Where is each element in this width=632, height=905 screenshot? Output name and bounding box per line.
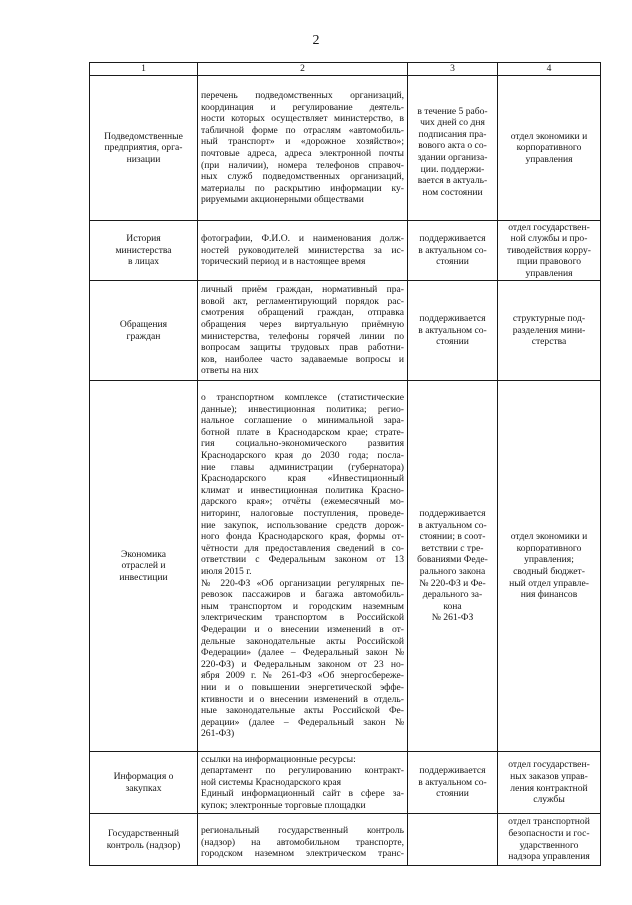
responsible-line: управления: [525, 153, 573, 165]
content-line: ответствии с Федеральным законом от 13: [201, 554, 404, 566]
section-line: Государственный: [107, 827, 180, 839]
content-line: июля 2015 г.: [201, 566, 252, 577]
term-line: вается в актуаль-: [417, 175, 488, 187]
responsible-line: отдел экономики и: [510, 130, 588, 142]
responsible-line: ления контрактной: [510, 782, 588, 794]
content-line: ботной плате в Краснодарском крае; страте-: [201, 426, 404, 438]
page-number: 2: [312, 33, 320, 48]
responsible-line: отдел транспортной: [508, 816, 590, 828]
content-line: материалы по раскрытию информации ку-: [201, 182, 404, 194]
content-line: ные законодательные акты Российской Фе-: [201, 705, 404, 717]
content-line: ниторинг, налоговые поступления, проведе-: [201, 508, 404, 520]
responsible-cell: [498, 814, 601, 866]
content-line: 261-ФЗ): [201, 728, 235, 740]
section-line: предприятия, орга-: [104, 142, 183, 154]
content-cell: [198, 76, 408, 221]
column-header: 4: [498, 63, 601, 76]
content-line: купок; электронные торговые площадки: [201, 799, 366, 811]
content-line: ние закупок, использование средств дорож-: [201, 519, 404, 531]
content-cell: [198, 221, 408, 281]
content-line: 220-ФЗ) и Федеральным законом от 23 но-: [201, 658, 404, 670]
responsible-line: ный отдел управле-: [509, 577, 589, 589]
content-line: вопросам защиты трудовых прав работни-: [201, 342, 404, 354]
section-line: Обращения: [119, 318, 168, 330]
column-header: 3: [408, 63, 498, 76]
responsible-line: отдел экономики и: [510, 531, 588, 543]
section-line: контроль (надзор): [106, 839, 181, 851]
content-line: дарского края»; отчёты (ежемесячный мо-: [201, 496, 404, 508]
term-line: в актуальном со-: [418, 244, 487, 256]
content-line: Федерации» (далее – Федеральный закон №: [201, 647, 404, 659]
responsible-line: службы: [533, 794, 565, 806]
responsible-line: ния финансов: [520, 589, 578, 601]
content-line: нальное соглашение о минимальной зара-: [201, 415, 404, 427]
content-cell: [198, 381, 408, 752]
term-line: дерального за-: [422, 589, 483, 601]
responsible-cell: [498, 221, 601, 281]
responsible-cell: [498, 76, 601, 221]
content-line: региональный государственный контроль: [201, 825, 404, 837]
term-line: чих дней со дня: [420, 117, 485, 129]
term-line: рального закона: [419, 566, 486, 577]
table-row: [90, 281, 601, 381]
content-line: (надзор) на автомобильном транспорте,: [201, 836, 404, 848]
content-line: табличной форме по отраслям «автомобиль-: [201, 124, 404, 136]
content-line: ных служб подведомственных организаций,: [201, 171, 404, 183]
content-line: (при наличии), номера телефонов справоч-: [201, 159, 404, 171]
responsible-line: сводный бюджет-: [513, 566, 585, 577]
table-row: [90, 221, 601, 281]
content-line: ный транспорт» и «дорожное хозяйство»;: [201, 136, 404, 148]
responsible-line: корпоративного: [516, 542, 582, 554]
content-line: торический период и в настоящее время: [201, 256, 366, 268]
section-line: в лицах: [127, 256, 160, 268]
document-table: [89, 62, 601, 866]
section-cell: [90, 76, 198, 221]
term-line: поддерживается: [419, 508, 486, 520]
content-line: городском наземном электрическом транс-: [201, 848, 404, 860]
term-cell: [408, 381, 498, 752]
term-line: № 220-ФЗ и Фе-: [419, 577, 486, 589]
content-line: ности которых осуществляет министерство, в: [201, 113, 404, 125]
table-row: [90, 381, 601, 752]
term-line: бованиями Феде-: [417, 554, 488, 566]
content-line: личный приём граждан, нормативный пра-: [201, 284, 404, 296]
term-cell: [408, 281, 498, 381]
section-line: Информация о: [113, 770, 174, 782]
content-line: данные); инвестиционная политика; регио-: [201, 403, 404, 415]
content-line: климат и инвестиционная политика Красно-: [201, 484, 404, 496]
content-line: Единый информационный сайт в сфере за-: [201, 788, 404, 800]
section-line: отраслей и: [121, 560, 166, 572]
section-line: министерства: [115, 244, 172, 256]
content-line: гия социально-экономического развития: [201, 438, 404, 450]
content-line: ным транспортом и городским наземным: [201, 600, 404, 612]
content-line: ной системы Краснодарского края: [201, 776, 342, 788]
table-header-row: [90, 63, 601, 76]
term-line: поддерживается: [419, 313, 486, 325]
responsible-line: отдел государствен-: [508, 759, 590, 771]
section-line: Экономика: [120, 548, 167, 560]
content-line: Краснодарского края до 2030 года; посла-: [201, 450, 404, 462]
term-line: подписания пра-: [418, 128, 487, 140]
responsible-line: отдел государствен-: [508, 221, 590, 233]
table-row: [90, 752, 601, 814]
responsible-line: управления;: [524, 554, 574, 566]
content-line: почтовые адреса, адреса электронной почты: [201, 148, 404, 159]
section-cell: [90, 281, 198, 381]
content-line: перечень подведомственных организаций,: [201, 90, 404, 102]
content-line: ков, наиболее часто задаваемые вопросы и: [201, 353, 404, 365]
content-cell: [198, 814, 408, 866]
section-line: закупках: [125, 782, 162, 794]
term-line: № 261-ФЗ: [431, 612, 474, 624]
content-line: ревозок пассажиров и багажа автомобиль-: [201, 589, 404, 601]
section-line: История: [126, 233, 161, 245]
content-line: чётности для предоставления сведений в со-: [201, 542, 404, 554]
content-line: нии и о повышении энергетической эффе-: [201, 681, 404, 693]
content-line: ктивности и о внесении изменений в отдель-: [201, 693, 404, 705]
responsible-line: ной службы и про-: [510, 233, 588, 245]
section-cell: [90, 381, 198, 752]
content-line: дельные законодательные акты Российской: [201, 635, 404, 647]
responsible-line: управления: [525, 267, 573, 279]
content-line: смотрения обращений граждан, отправка: [201, 307, 404, 319]
content-line: ссылки на информационные ресурсы:: [201, 753, 356, 765]
term-line: ветствии с тре-: [421, 542, 484, 554]
content-line: Краснодарского края «Инвестиционный: [201, 473, 404, 485]
term-line: ном состоянии: [422, 186, 483, 198]
content-line: Федерации и о внесении изменений в от-: [201, 623, 404, 635]
term-line: стоянии: [436, 788, 469, 800]
term-line: здании организа-: [417, 152, 488, 163]
content-cell: [198, 281, 408, 381]
term-cell: [408, 76, 498, 221]
term-cell: [408, 221, 498, 281]
term-line: стоянии; в соот-: [419, 531, 486, 543]
content-line: ного фонда Краснодарского края, формы от-: [201, 531, 404, 543]
term-line: в актуальном со-: [418, 776, 487, 788]
section-line: низации: [126, 153, 161, 165]
content-cell: [198, 752, 408, 814]
content-line: ностей руководителей министерства за ис-: [201, 244, 404, 256]
term-cell: [408, 752, 498, 814]
responsible-cell: [498, 752, 601, 814]
term-line: стоянии: [436, 336, 469, 348]
content-line: вовой акт, регламентирующий порядок рас-: [201, 295, 404, 307]
term-line: поддерживается: [419, 233, 486, 245]
section-line: граждан: [126, 330, 161, 342]
table-row: [90, 814, 601, 866]
responsible-line: ных заказов управ-: [510, 770, 588, 782]
content-line: № 220-ФЗ «Об организации регулярных пе-: [201, 577, 404, 589]
responsible-line: структурные под-: [512, 313, 586, 325]
term-line: в актуальном со-: [418, 519, 487, 531]
term-line: ции. поддержи-: [420, 163, 485, 175]
content-line: рируемыми акционерными обществами: [201, 194, 364, 206]
responsible-line: тиводействия корру-: [507, 244, 591, 256]
responsible-line: пции правового: [516, 256, 582, 268]
section-line: инвестиции: [119, 571, 168, 583]
term-cell: [408, 814, 498, 866]
content-line: департамент по регулированию контракт-: [201, 765, 404, 777]
term-line: стоянии: [436, 256, 469, 268]
responsible-line: ударственного: [519, 839, 579, 851]
responsible-line: разделения мини-: [512, 324, 586, 336]
term-line: кона: [443, 600, 462, 612]
section-cell: [90, 221, 198, 281]
term-line: поддерживается: [419, 765, 486, 777]
section-line: Подведомственные: [104, 130, 183, 142]
content-line: ября 2009 г. № 261-ФЗ «Об энергосбереже-: [201, 670, 404, 682]
responsible-line: стерства: [531, 336, 567, 348]
responsible-cell: [498, 381, 601, 752]
responsible-line: корпоративного: [516, 142, 582, 154]
content-line: координация и регулирование деятель-: [201, 101, 404, 113]
content-line: ние главы администрации (губернатора): [201, 461, 404, 473]
term-line: в актуальном со-: [418, 324, 487, 336]
table-row: [90, 76, 601, 221]
section-cell: [90, 752, 198, 814]
column-header: 2: [198, 63, 408, 76]
content-line: фотографии, Ф.И.О. и наименования долж-: [201, 233, 404, 245]
content-line: ответы на них: [201, 365, 259, 377]
responsible-cell: [498, 281, 601, 381]
responsible-line: безопасности и гос-: [508, 827, 590, 839]
content-line: дерации» (далее – Федеральный закон №: [201, 716, 404, 728]
content-line: о транспортном комплексе (статистические: [201, 392, 404, 404]
responsible-line: надзора управления: [508, 851, 590, 863]
content-line: обращения через виртуальную приёмную: [201, 318, 404, 330]
column-header: 1: [90, 63, 198, 76]
section-cell: [90, 814, 198, 866]
term-line: в течение 5 рабо-: [417, 105, 488, 117]
term-line: вового акта о со-: [418, 140, 487, 152]
content-line: электрическим транспортом в Российской: [201, 612, 404, 624]
content-line: министерства, телефоны горячей линии по: [201, 330, 404, 342]
